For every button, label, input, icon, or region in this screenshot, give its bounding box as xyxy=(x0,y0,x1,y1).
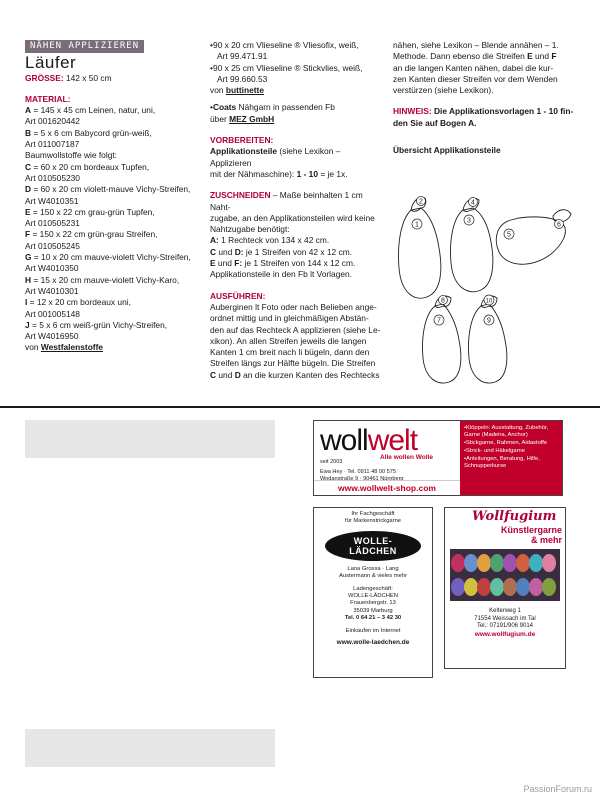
coats-supplier-prefix: über xyxy=(210,113,230,124)
wollwelt-service-item: • Strick- und Häkelgarne xyxy=(464,448,558,455)
vorbereiten-bold2: 1 - 10 xyxy=(296,168,318,179)
material-item xyxy=(25,162,195,173)
coats-brand: Coats xyxy=(212,102,237,113)
finish-line3: an die langen Kanten nähen, dabei die kur- xyxy=(393,62,554,73)
finish-line4: zen Kanten dieser Streifen vor dem Wenden xyxy=(393,73,558,84)
material-text: Art 001620442 xyxy=(25,116,80,127)
cut-cd-mid: und xyxy=(216,246,235,257)
ausfuehren-line2: ordnet mittig und in gleichmäßigen Abstän- xyxy=(210,313,369,324)
material-key: C xyxy=(25,161,32,172)
svg-text:1: 1 xyxy=(415,221,419,229)
coats-text: Nähgarn in passenden Fb xyxy=(236,102,335,113)
material-text: = 10 x 20 cm mauve-violett Vichy-Streifen, xyxy=(31,252,191,263)
cuts-note: Applikationsteile in den Fb lt Vorlagen. xyxy=(210,269,352,280)
wollwelt-url[interactable]: www.wollwelt-shop.com xyxy=(314,480,460,495)
ausfuehren-d: D xyxy=(234,369,241,380)
material-key: B xyxy=(25,127,32,138)
ausfuehren-line4: xikon). An allen Streifen jeweils die langen xyxy=(210,335,367,346)
material-text: Baumwollstoffe wie folgt: xyxy=(25,150,118,161)
material-text: Art 010505245 xyxy=(25,240,80,251)
material-key: G xyxy=(25,252,32,263)
wollfugium-tel: Tel.: 07191/906 9014 xyxy=(476,623,534,630)
material-text: = 150 x 22 cm grau-grün Tupfen, xyxy=(30,206,155,217)
page-divider xyxy=(0,406,600,408)
wollfugium-city: 71554 Weissach im Tal xyxy=(474,615,536,622)
material-item xyxy=(25,229,195,240)
material-item xyxy=(25,331,195,342)
svg-text:8: 8 xyxy=(441,297,445,305)
wollwelt-logo-a: woll xyxy=(320,424,368,457)
coats-supplier xyxy=(210,114,382,125)
material-text: = 5 x 6 cm Babycord grün-weiß, xyxy=(31,127,152,138)
material-key: A xyxy=(25,105,32,116)
section-tag: NÄHEN APPLIZIEREN xyxy=(25,40,144,53)
material-item xyxy=(25,128,195,139)
page-title: Läufer xyxy=(25,53,77,73)
wollwelt-service-item: • Klöppeln: Ausstattung, Zubehör, Garne (Madeira, Anchor) xyxy=(464,425,558,439)
vorbereiten-heading: VORBEREITEN: xyxy=(210,135,274,146)
yarn-photo xyxy=(450,549,560,601)
material-text: = 12 x 20 cm bordeaux uni, xyxy=(27,297,131,308)
size-value: 142 x 50 cm xyxy=(65,72,112,83)
material-text: Art W4016950 xyxy=(25,331,79,342)
cut-cd xyxy=(210,247,382,258)
wollfugium-sub1: Künstlergarne xyxy=(500,524,562,535)
material-item xyxy=(25,139,195,150)
ad-wolle-laedchen[interactable] xyxy=(313,507,433,678)
finish-line5: verstürzen (siehe Lexikon). xyxy=(393,85,494,96)
material-text: = 150 x 22 cm grün-grau Streifen, xyxy=(30,229,158,240)
vlies-supplier-prefix: von xyxy=(210,85,226,96)
vlies1: • 90 x 20 cm Vlieseline ® Vliesofix, weiß, xyxy=(210,40,382,51)
ad-wollfugium[interactable] xyxy=(444,507,566,669)
svg-text:9: 9 xyxy=(487,317,491,325)
column-material xyxy=(25,40,195,354)
laedchen-street: Frauenbergstr. 13 xyxy=(350,600,396,607)
material-key: I xyxy=(25,297,28,308)
finish-und: und xyxy=(532,51,552,62)
svg-text:6: 6 xyxy=(557,221,561,229)
zuschneiden-heading: ZUSCHNEIDEN xyxy=(210,190,271,201)
gray-box-bottom xyxy=(25,729,275,767)
wollfugium-url[interactable]: www.wollfugium.de xyxy=(474,630,536,638)
vorbereiten-line2 xyxy=(210,169,382,180)
laedchen-brands1: Lana Grossa · Lang xyxy=(347,565,399,572)
material-item xyxy=(25,150,195,161)
vorbereiten-text1: (siehe Lexikon – Applizieren xyxy=(210,146,341,168)
label-6 xyxy=(555,220,564,229)
vorbereiten-text2: mit der Nähmaschine): xyxy=(210,168,297,179)
label-9 xyxy=(484,315,494,325)
ad-wollwelt[interactable] xyxy=(313,420,563,496)
vlies-supplier xyxy=(210,85,382,96)
material-item xyxy=(25,241,195,252)
material-text: Art 010505230 xyxy=(25,172,80,183)
cut-d-key: D: xyxy=(234,246,244,257)
laedchen-intro1: Ihr Fachgeschäft xyxy=(351,511,395,517)
cut-a-text: 1 Rechteck von 134 x 42 cm. xyxy=(218,235,330,246)
column-instructions xyxy=(210,40,382,381)
ausfuehren-last-text: an die kurzen Kanten des Rechtecks xyxy=(240,369,380,380)
material-text: = 60 x 20 cm bordeaux Tupfen, xyxy=(31,161,150,172)
vorbereiten-line1 xyxy=(210,146,382,169)
material-item xyxy=(25,196,195,207)
wollwelt-addr2: Wodanstraße 9 · 90461 Nürnberg xyxy=(320,476,404,482)
label-1 xyxy=(412,219,422,229)
wollfugium-street: Kelterweg 1 xyxy=(489,608,521,615)
wollwelt-logo-b: welt xyxy=(367,424,418,457)
material-item xyxy=(25,173,195,184)
svg-text:5: 5 xyxy=(507,231,511,239)
vlies2-art: Art 99.660.53 xyxy=(217,73,268,84)
material-text: = 15 x 20 cm mauve-violett Vichy-Karo, xyxy=(31,274,180,285)
svg-text:7: 7 xyxy=(437,317,441,325)
cut-ef-text: je 1 Streifen von 144 x 12 cm. xyxy=(242,258,356,269)
material-heading: MATERIAL: xyxy=(25,93,71,104)
laedchen-tel: Tel. 0 64 21 – 3 42 30 xyxy=(344,615,402,622)
material-text: = 5 x 6 cm weiß-grün Vichy-Streifen, xyxy=(29,319,168,330)
coats-line xyxy=(210,102,382,113)
finish-line2 xyxy=(393,51,578,62)
cut-a xyxy=(210,235,382,246)
laedchen-intro2: für Markenstrickgarne xyxy=(344,518,402,525)
cut-f-key: F: xyxy=(234,258,243,269)
finish-line1: nähen, siehe Lexikon – Blende annähen – 1. xyxy=(393,40,559,50)
material-text: Art 001005148 xyxy=(25,308,80,319)
material-key: D xyxy=(25,184,32,195)
label-5 xyxy=(504,229,514,239)
size-label: GRÖSSE: xyxy=(25,72,64,83)
zuschneiden-text: – Maße beinhalten 1 cm Naht- xyxy=(210,190,363,212)
ad-wollwelt-main xyxy=(314,421,460,495)
ausfuehren-line5: Kanten 1 cm breit nach li bügeln, dann den xyxy=(210,347,370,358)
vlies-supplier-name: buttinette xyxy=(225,85,264,96)
ausfuehren-line7 xyxy=(210,370,382,381)
wollfugium-logo: Wollfugium xyxy=(472,509,557,524)
hinweis-text1: Die Applikationsvorlagen 1 - 10 fin- xyxy=(431,106,574,117)
material-text: = 145 x 45 cm Leinen, natur, uni, xyxy=(31,105,156,116)
wollwelt-tagline: Alle wollen Wolle xyxy=(380,454,433,461)
ausfuehren-mid: und xyxy=(216,369,235,380)
wollwelt-addr1: Ewa Hey · Tel. 0911 48 00 575 xyxy=(320,469,396,475)
material-item xyxy=(25,105,195,116)
gray-box-top xyxy=(25,420,275,458)
laedchen-logo1: WOLLE- xyxy=(353,535,393,546)
hinweis-line2: den Sie auf Bogen A. xyxy=(393,117,477,128)
wollfugium-sub2: & mehr xyxy=(530,534,562,545)
svg-text:3: 3 xyxy=(467,217,471,225)
cut-ef xyxy=(210,258,382,269)
laedchen-online: Einkaufen im Internet xyxy=(345,627,401,634)
material-key: H xyxy=(25,274,32,285)
material-item xyxy=(25,207,195,218)
zuschneiden-line3: Nahtzugabe benötigt: xyxy=(210,224,290,235)
material-text: Art 011007187 xyxy=(25,139,80,150)
material-item xyxy=(25,184,195,195)
ausfuehren-line1: Auberginen lt Foto oder nach Belieben ange- xyxy=(210,301,377,312)
wollwelt-since: seit 2003 xyxy=(320,459,343,465)
material-item xyxy=(25,116,195,127)
material-list xyxy=(25,105,195,342)
supplier-name: Westfalenstoffe xyxy=(40,342,104,353)
cut-c-key: C xyxy=(210,246,217,257)
material-item xyxy=(25,286,195,297)
label-7 xyxy=(434,315,444,325)
hinweis-heading: HINWEIS: xyxy=(393,106,432,117)
cut-e-key: E xyxy=(210,258,216,269)
material-supplier xyxy=(25,342,195,353)
size-line xyxy=(25,73,195,84)
cut-cd-text: je 1 Streifen von 42 x 12 cm. xyxy=(243,246,353,257)
ausfuehren-c: C xyxy=(210,369,217,380)
label-10 xyxy=(484,295,494,305)
material-item xyxy=(25,309,195,320)
material-key: J xyxy=(25,319,30,330)
watermark: PassionForum.ru xyxy=(523,784,592,794)
cut-ef-mid: und xyxy=(215,258,235,269)
label-2 xyxy=(417,197,426,206)
hinweis-line1 xyxy=(393,106,578,117)
label-3 xyxy=(464,215,474,225)
laedchen-city: 35039 Marburg xyxy=(353,607,393,614)
svg-text:4: 4 xyxy=(471,199,475,207)
column-finish xyxy=(393,40,578,156)
material-key: F xyxy=(25,229,31,240)
laedchen-logo2: LÄDCHEN xyxy=(349,545,397,556)
material-text: Art 010505231 xyxy=(25,218,80,229)
laedchen-url[interactable]: www.wolle-laedchen.de xyxy=(336,639,410,647)
zuschneiden-line2: zugabe, an den Applikationsteilen wird keine xyxy=(210,212,375,223)
vlies1-art: Art 99.471.91 xyxy=(217,51,268,62)
vorbereiten-text3: = je 1x. xyxy=(318,168,348,179)
laedchen-shop-label: Ladengeschäft: xyxy=(353,585,393,592)
material-text: = 60 x 20 cm violett-mauve Vichy-Streifen, xyxy=(31,184,191,195)
material-text: Art W4010351 xyxy=(25,195,79,206)
finish-e: E xyxy=(527,51,533,62)
wollwelt-service-item: • Stickgarne, Rahmen, Aidastoffe xyxy=(464,440,558,447)
wollwelt-logo xyxy=(320,425,454,457)
laedchen-shop-name: WOLLE-LÄDCHEN xyxy=(348,593,398,600)
material-item xyxy=(25,320,195,331)
material-text: Art W4010301 xyxy=(25,285,79,296)
vorbereiten-bold: Applikationsteile xyxy=(210,146,278,157)
material-text: Art W4010350 xyxy=(25,263,79,274)
coats-supplier-name: MEZ GmbH xyxy=(229,113,275,124)
laedchen-brands2: Austermann & vieles mehr xyxy=(339,573,407,580)
svg-text:10: 10 xyxy=(485,298,493,305)
supplier-prefix: von xyxy=(25,342,41,353)
overview-title: Übersicht Applikationsteile xyxy=(393,145,501,156)
material-key: E xyxy=(25,206,31,217)
material-item xyxy=(25,297,195,308)
wollwelt-services xyxy=(460,421,562,495)
cut-a-key: A: xyxy=(210,235,219,246)
svg-text:2: 2 xyxy=(419,198,423,206)
label-8 xyxy=(439,296,448,305)
material-item xyxy=(25,252,195,263)
label-4 xyxy=(469,198,478,207)
vlies2: • 90 x 25 cm Vlieseline ® Stickvlies, weiß, xyxy=(210,63,382,74)
ausfuehren-line6: Streifen längs zur Hälfte bügeln. Die Streifen xyxy=(210,358,376,369)
material-item xyxy=(25,263,195,274)
ausfuehren-heading: AUSFÜHREN: xyxy=(210,290,266,301)
wollwelt-service-item: • Anleitungen, Beratung, Hilfe, Schnupperkurse xyxy=(464,456,558,470)
zuschneiden-line1 xyxy=(210,190,382,213)
zuschneiden-block xyxy=(210,190,382,280)
applique-overview xyxy=(393,168,583,398)
laedchen-logo xyxy=(325,531,421,561)
finish-line2-text: Methode. Dann ebenso die Streifen xyxy=(393,51,528,62)
finish-f: F xyxy=(551,51,557,62)
wollfugium-sub xyxy=(448,525,562,545)
material-item xyxy=(25,275,195,286)
hinweis-block xyxy=(393,106,578,129)
ausfuehren-line3: den auf das Rechteck A applizieren (siehe Le- xyxy=(210,324,381,335)
material-item xyxy=(25,218,195,229)
